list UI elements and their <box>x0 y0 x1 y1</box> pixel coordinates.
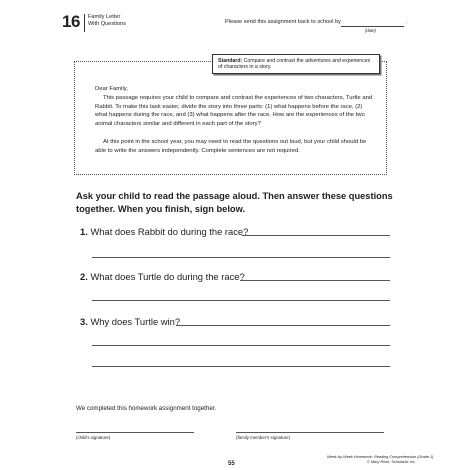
standard-label: Standard: <box>218 57 243 64</box>
date-input-line[interactable] <box>341 26 404 27</box>
standard-text: Compare and contrast the adventures and experiences of characters in a story. <box>218 57 371 70</box>
topic-line-1: Family Letter <box>88 14 121 20</box>
header-divider <box>84 14 85 32</box>
child-signature-label: (child's signature) <box>76 435 111 440</box>
completion-statement: We completed this homework assignment together. <box>76 405 217 412</box>
credit-line-2: © Mary Rose, Scholastic Inc. <box>367 460 416 465</box>
question-2-number: 2. <box>80 271 88 282</box>
family-signature-label: (family member's signature) <box>236 435 291 440</box>
instructions: Ask your child to read the passage aloud. Then answer these questions together. When you finish, sign below. <box>76 191 393 214</box>
credit-line-1: Week-by-Week Homework: Reading Comprehension (Grade 1) <box>327 455 434 459</box>
question-3-number: 3. <box>80 316 88 327</box>
answer-3-line-1[interactable] <box>176 325 390 326</box>
answer-2-line-1[interactable] <box>240 280 390 281</box>
page-number: 55 <box>228 461 235 467</box>
question-1-text: What does Rabbit do during the race? <box>90 226 249 237</box>
letter-salutation: Dear Family, <box>95 86 128 92</box>
lesson-topic <box>88 14 126 28</box>
letter-paragraph-1-text: This passage requires your child to compare and contrast the experiences of two characters, Turtle and Rabbit. To make this task easier, divide the story into three parts: (1) what happens before the race, (2) what happens during the race, and (3) what happens after the race. How are the experiences of the two animal characters similar and different in each part of the story? <box>95 95 373 128</box>
question-1-number: 1. <box>80 226 88 237</box>
publisher-credit <box>327 455 433 465</box>
date-period: . <box>406 19 408 25</box>
family-signature-line[interactable] <box>236 432 384 433</box>
answer-2-line-2[interactable] <box>92 300 390 301</box>
standard-box <box>212 54 380 74</box>
letter-paragraph-1 <box>95 94 375 129</box>
date-label: (date) <box>365 28 376 33</box>
letter-paragraph-2-text: At this point in the school year, you may need to read the questions out loud, but your child should be able to write the answers independently. Complete sentences are not required. <box>95 139 367 154</box>
answer-3-line-2[interactable] <box>92 345 390 346</box>
letter-paragraph-2 <box>95 138 375 155</box>
answer-3-line-3[interactable] <box>92 366 390 367</box>
lesson-number: 16 <box>62 12 80 31</box>
answer-1-line-1[interactable] <box>242 235 390 236</box>
answer-1-line-2[interactable] <box>92 257 390 258</box>
question-1 <box>80 226 248 237</box>
send-back-text: Please send this assignment back to school by <box>225 19 341 25</box>
question-3 <box>80 316 180 327</box>
topic-line-2: With Questions <box>88 20 126 27</box>
child-signature-line[interactable] <box>76 432 194 433</box>
question-3-text: Why does Turtle win? <box>90 316 181 327</box>
question-2 <box>80 271 245 282</box>
question-2-text: What does Turtle do during the race? <box>90 271 245 282</box>
